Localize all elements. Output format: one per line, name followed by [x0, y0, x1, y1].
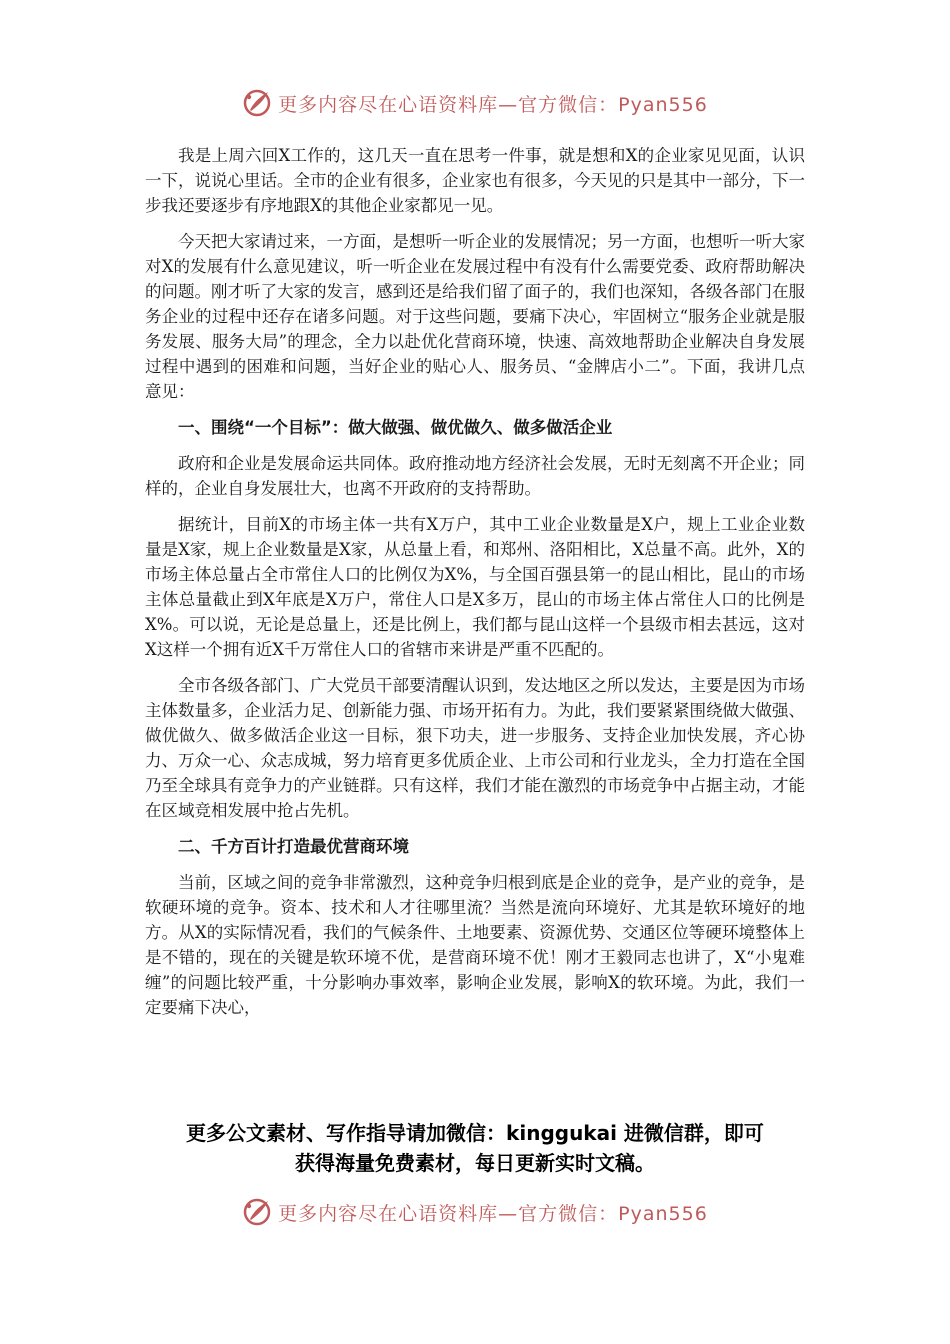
section-heading: 一、围绕“一个目标”：做大做强、做优做久、做多做活企业	[178, 418, 613, 437]
body-paragraph: 据统计，目前X的市场主体一共有X万户，其中工业企业数量是X户，规上工业企业数量是X家，规上企业数量是X家，从总量上看，和郑州、洛阳相比，X总量不高。此外，X的市场主体总量占全市常住人口的比例仅为X%，与全国百强县第一的昆山相比，昆山的市场主体总量截止到X年底是X万户，常住人口是X多万，昆山的市场主体占常住人口的比例是X%。可以说，无论是总量上，还是比例上，我们都与昆山这样一个县级市相去甚远，这对X这样一个拥有近X千万常住人口的省辖市来讲是严重不匹配的。	[145, 515, 805, 659]
promo-banner	[0, 1118, 950, 1178]
body-paragraph: 当前，区域之间的竞争非常激烈，这种竞争归根到底是企业的竞争，是产业的竞争，是软硬环境的竞争。资本、技术和人才往哪里流？当然是流向环境好、尤其是软环境好的地方。从X的实际情况看，我们的气候条件、土地要素、资源优势、交通区位等硬环境整体上是不错的，现在的关键是软环境不优，是营商环境不优！刚才王毅同志也讲了，X“小鬼难缠”的问题比较严重，十分影响办事效率，影响企业发展，影响X的软环境。为此，我们一定要痛下决心，	[145, 873, 805, 1017]
watermark-footer	[0, 1192, 950, 1232]
watermark-header	[0, 83, 950, 123]
body-paragraph: 我是上周六回X工作的，这几天一直在思考一件事，就是想和X的企业家见见面，认识一下，说说心里话。全市的企业有很多，企业家也有很多，今天见的只是其中一部分，下一步我还要逐步有序地跟X的其他企业家都见一见。	[145, 146, 805, 215]
promo-line: 更多公文素材、写作指导请加微信：kinggukai 进微信群，即可	[186, 1121, 764, 1145]
promo-line: 获得海量免费素材，每日更新实时文稿。	[295, 1151, 655, 1175]
watermark-text: 更多内容尽在心语资料库—官方微信：Pyan556	[278, 93, 708, 116]
document-body	[145, 143, 805, 1031]
body-paragraph: 全市各级各部门、广大党员干部要清醒认识到，发达地区之所以发达，主要是因为市场主体数量多，企业活力足、创新能力强、市场开拓有力。为此，我们要紧紧围绕做大做强、做优做久、做多做活企业这一目标，狠下功夫，进一步服务、支持企业加快发展，齐心协力、万众一心、众志成城，努力培育更多优质企业、上市公司和行业龙头，全力打造在全国乃至全球具有竞争力的产业链群。只有这样，我们才能在激烈的市场竞争中占据主动，才能在区域竞相发展中抢占先机。	[145, 676, 805, 820]
section-heading: 二、千方百计打造最优营商环境	[178, 837, 409, 856]
body-paragraph: 政府和企业是发展命运共同体。政府推动地方经济社会发展，无时无刻离不开企业；同样的，企业自身发展壮大，也离不开政府的支持帮助。	[145, 454, 805, 498]
quill-logo-icon	[242, 1197, 272, 1227]
watermark-text: 更多内容尽在心语资料库—官方微信：Pyan556	[278, 1202, 708, 1225]
quill-logo-icon	[242, 88, 272, 118]
body-paragraph: 今天把大家请过来，一方面，是想听一听企业的发展情况；另一方面，也想听一听大家对X的发展有什么意见建议，听一听企业在发展过程中有没有什么需要党委、政府帮助解决的问题。刚才听了大家的发言，感到还是给我们留了面子的，我们也深知，各级各部门在服务企业的过程中还存在诸多问题。对于这些问题，要痛下决心，牢固树立“服务企业就是服务发展、服务大局”的理念，全力以赴优化营商环境，快速、高效地帮助企业解决自身发展过程中遇到的困难和问题，当好企业的贴心人、服务员、“金牌店小二”。下面，我讲几点意见：	[145, 232, 805, 401]
